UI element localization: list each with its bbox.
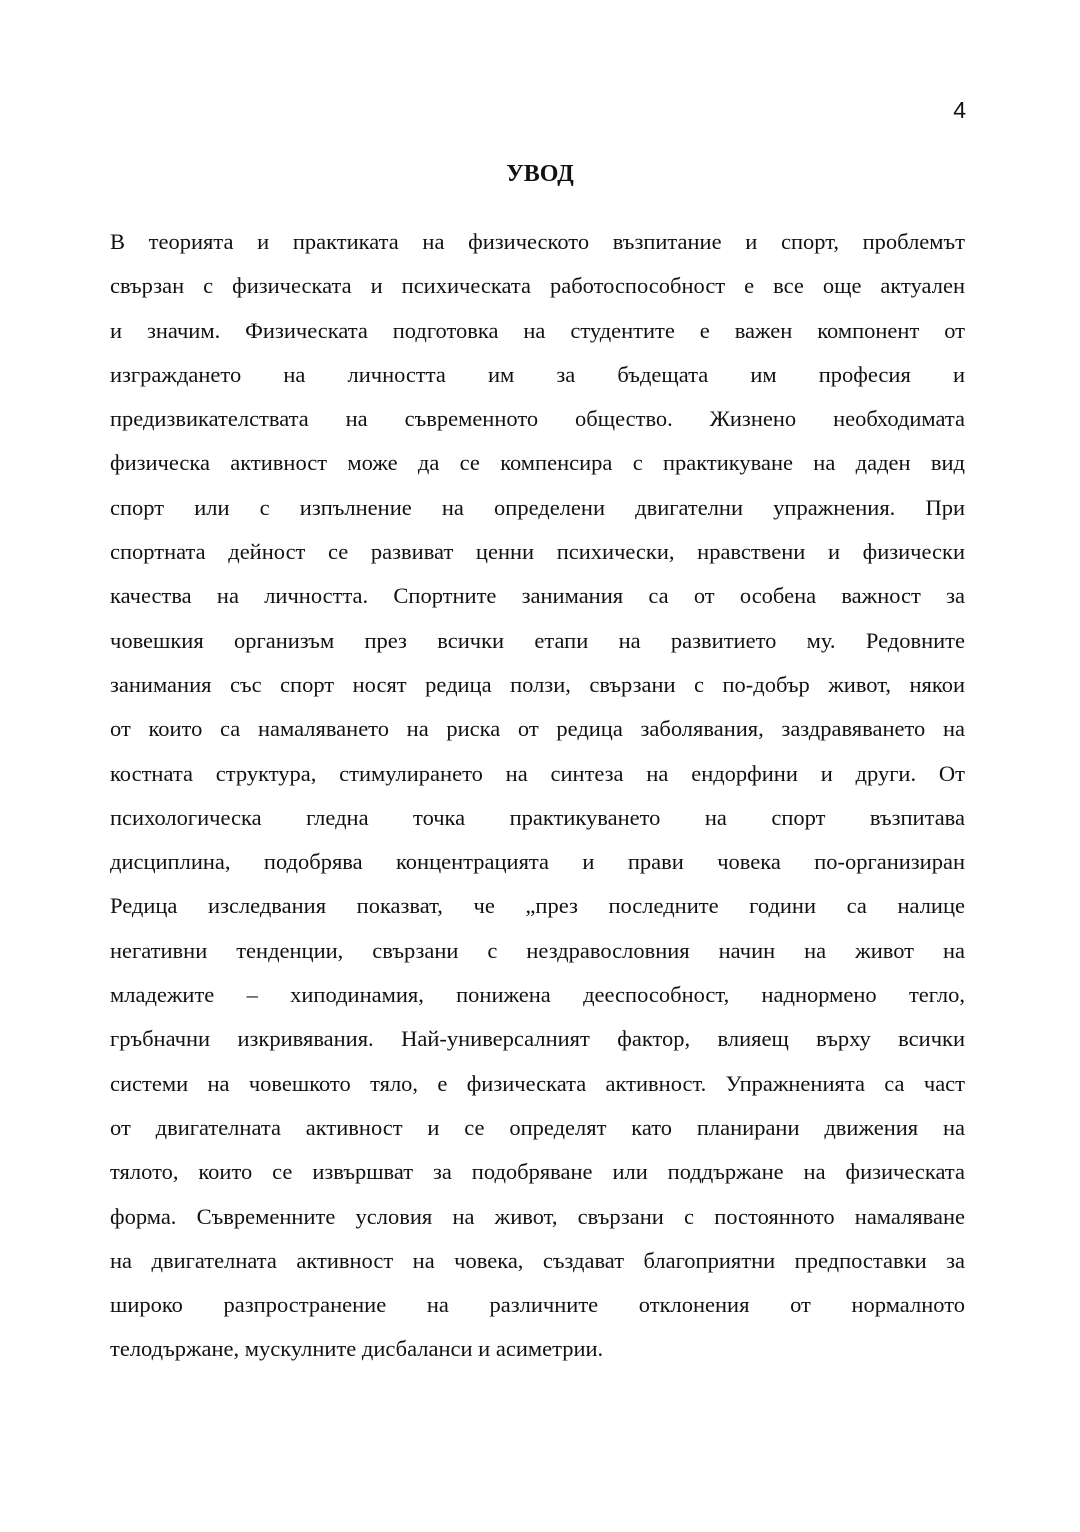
text-line: физическа активност може да се компенсира с практикуване на даден вид xyxy=(110,450,965,476)
text-line: на двигателната активност на човека, създават благоприятни предпоставки за xyxy=(110,1247,965,1273)
text-line: спорт или с изпълнение на определени двигателни упражнения. При xyxy=(110,494,965,520)
text-line: изграждането на личността им за бъдещата им професия и xyxy=(110,361,965,387)
text-line: Редица изследвания показват, че „през последните години са налице xyxy=(110,893,965,919)
text-line: от които са намаляването на риска от редица заболявания, заздравяването на xyxy=(110,716,965,742)
text-line: и значим. Физическата подготовка на студентите е важен компонент от xyxy=(110,317,965,343)
body-paragraph xyxy=(110,220,965,1372)
page-number: 4 xyxy=(953,97,966,123)
text-line: занимания със спорт носят редица ползи, свързани с по-добър живот, някои xyxy=(110,671,965,697)
text-line-last: телодържане, мускулните дисбаланси и асиметрии. xyxy=(110,1336,604,1362)
page-title: УВОД xyxy=(506,161,574,187)
text-line: тялото, които се извършват за подобряване или поддържане на физическата xyxy=(110,1159,965,1185)
text-line: спортната дейност се развиват ценни психически, нравствени и физически xyxy=(110,539,965,565)
text-line: форма. Съвременните условия на живот, свързани с постоянното намаляване xyxy=(110,1203,965,1229)
text-line: В теорията и практиката на физическото възпитание и спорт, проблемът xyxy=(110,229,965,254)
text-line: костната структура, стимулирането на синтеза на ендорфини и други. От xyxy=(110,760,965,786)
text-line: човешкия организъм през всички етапи на развитието му. Редовните xyxy=(110,627,965,653)
text-line: психологическа гледна точка практикуването на спорт възпитава xyxy=(110,804,965,830)
text-line: системи на човешкото тяло, е физическата активност. Упражненията са част xyxy=(110,1070,965,1096)
text-line: свързан с физическата и психическата работоспособност е все още актуален xyxy=(110,273,965,299)
text-line: негативни тенденции, свързани с нездравословния начин на живот на xyxy=(110,937,965,963)
text-line: гръбначни изкривявания. Най-универсалният фактор, влияещ върху всички xyxy=(110,1026,965,1052)
text-line: предизвикателствата на съвременното общество. Жизнено необходимата xyxy=(110,406,965,432)
text-line: младежите – хиподинамия, понижена дееспособност, наднормено тегло, xyxy=(110,982,965,1008)
text-line: широко разпространение на различните отклонения от нормалното xyxy=(110,1292,965,1318)
text-line: качества на личността. Спортните занимания са от особена важност за xyxy=(110,583,965,609)
text-line: дисциплина, подобрява концентрацията и прави човека по-организиран xyxy=(110,849,965,875)
text-line: от двигателната активност и се определят като планирани движения на xyxy=(110,1114,965,1140)
